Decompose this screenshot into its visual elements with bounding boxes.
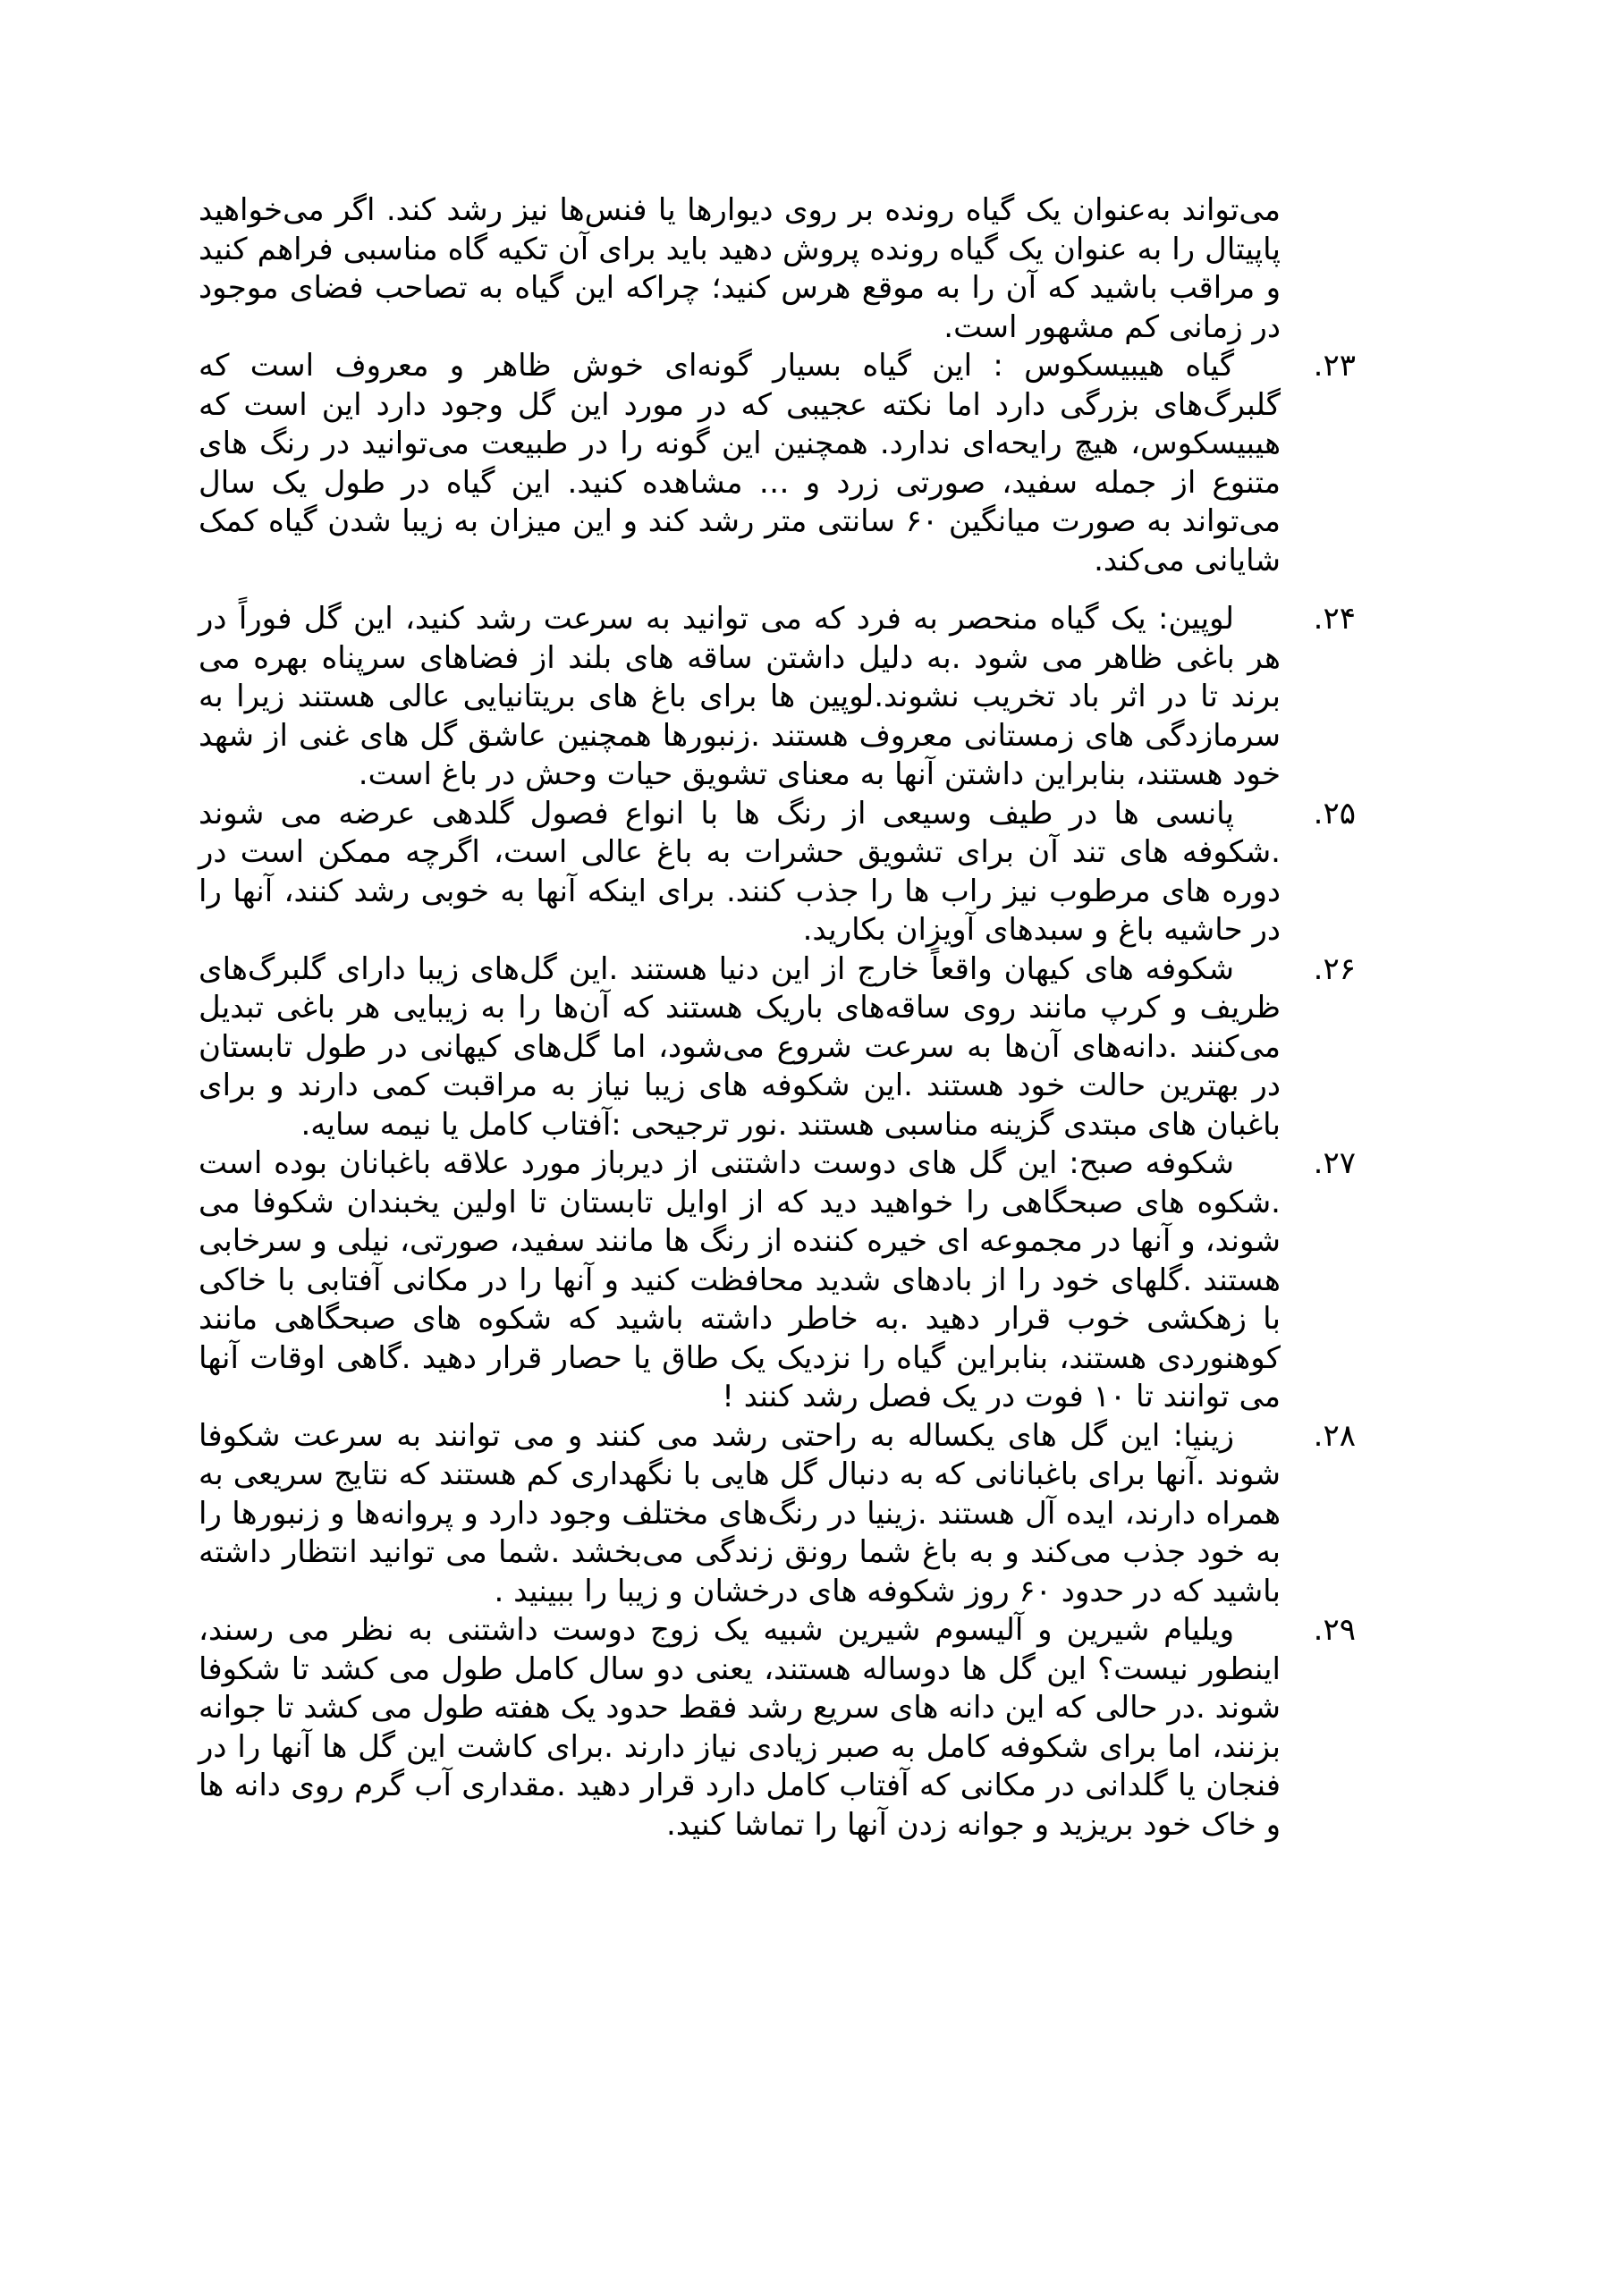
- item-number: ۲۴.: [1313, 601, 1356, 637]
- item-number: ۲۳.: [1313, 348, 1356, 384]
- item-number: ۲۶.: [1313, 950, 1356, 987]
- item-text: ویلیام شیرین و آلیسوم شیرین شبیه یک زوج دوست داشتنی به نظر می رسند، اینطور نیست؟ این گل ها دوساله هستند، یعنی دو سال کامل طول می کشد تا شکوفا شوند .در حالی که این دانه های سریع رشد فقط حدود یک هفته طول می کشد تا جوانه بزنند، اما برای شکوفه کامل به صبر زیادی نیاز دارند .برای کاشت این گل ها آنها را در فنجان یا گلدانی در مکانی که آفتاب کامل دارد قرار دهید .مقداری آب گرم روی دانه ها و خاک خود بریزید و جوانه زدن آنها را تماشا کنید.: [199, 1612, 1281, 1843]
- document-body: [199, 191, 1356, 1844]
- list-item-23: [199, 347, 1356, 580]
- list-item-27: [199, 1144, 1356, 1417]
- item-number: ۲۹.: [1313, 1612, 1356, 1648]
- list-item-26: [199, 950, 1356, 1145]
- item-text: شکوفه صبح: این گل های دوست داشتنی از دیرباز مورد علاقه باغبانان بوده است .شکوه های صبحگاهی را خواهید دید که از اوایل تابستان تا اولین یخبندان شکوفا می شوند، و آنها در مجموعه ای خیره کننده از رنگ ها مانند سفید، صورتی، نیلی و سرخابی هستند .گلهای خود را از بادهای شدید محافظت کنید و آنها را در مکانی آفتابی با خاکی با زهکشی خوب قرار دهید .به خاطر داشته باشید که شکوه های صبحگاهی مانند کوهنوردی هستند، بنابراین گیاه را نزدیک یک طاق یا حصار قرار دهید .گاهی اوقات آنها می توانند تا ۱۰ فوت در یک فصل رشد کنند !: [199, 1145, 1281, 1414]
- list-item-25: [199, 795, 1356, 950]
- item-text: گیاه هیبیسکوس : این گیاه بسیار گونه‌ای خوش ظاهر و معروف است که گلبرگ‌های بزرگی دارد اما نکته عجیبی که در مورد این گل وجود دارد این است که هیبیسکوس، هیچ رایحه‌ای ندارد. همچنین این گونه را در طبیعت می‌توانید در رنگ های متنوع از جمله سفید، صورتی زرد و … مشاهده کنید. این گیاه در طول یک سال می‌تواند به صورت میانگین ۶۰ سانتی متر رشد کند و این میزان به زیبا شدن گیاه کمک شایانی می‌کند.: [199, 348, 1281, 578]
- item-number: ۲۵.: [1313, 795, 1356, 831]
- list-item-29: [199, 1611, 1356, 1844]
- item-text: شکوفه های کیهان واقعاً خارج از این دنیا هستند .این گل‌های زیبا دارای گلبرگ‌های ظریف و کرپ مانند روی ساقه‌های باریک هستند که آن‌ها را به زیبایی هر باغی تبدیل می‌کنند .دانه‌های آن‌ها به سرعت شروع می‌شود، اما گل‌های کیهانی در طول تابستان در بهترین حالت خود هستند .این شکوفه های زیبا نیاز به مراقبت کمی دارند و برای باغبان های مبتدی گزینه مناسبی هستند .نور ترجیحی :آفتاب کامل یا نیمه سایه.: [199, 950, 1281, 1143]
- item-number: ۲۷.: [1313, 1145, 1356, 1181]
- list-item-24: [199, 600, 1356, 795]
- intro-paragraph: می‌تواند به‌عنوان یک گیاه رونده بر روی دیوارها یا فنس‌ها نیز رشد کند. اگر می‌خواهید پاپیتال را به عنوان یک گیاه رونده پروش دهید باید برای آن تکیه گاه مناسبی فراهم کنید و مراقب باشید که آن را به موقع هرس کنید؛ چراکه این گیاه به تصاحب فضای موجود در زمانی کم مشهور است.: [199, 192, 1281, 345]
- item-text: لوپین: یک گیاه منحصر به فرد که می توانید به سرعت رشد کنید، این گل فوراً در هر باغی ظاهر می شود .به دلیل داشتن ساقه های بلند از فضاهای سرپناه بهره می برند تا در اثر باد تخریب نشوند.لوپین ها برای باغ های بریتانیایی عالی هستند زیرا به سرمازدگی های زمستانی معروف هستند .زنبورها همچنین عاشق گل های غنی از شهد خود هستند، بنابراین داشتن آنها به معنای تشویق حیات وحش در باغ است.: [199, 601, 1281, 792]
- item-text: زینیا: این گل های یکساله به راحتی رشد می کنند و می توانند به سرعت شکوفا شوند .آنها برای باغبانانی که به دنبال گل هایی با نگهداری کم هستند که نتایج سریعی به همراه دارند، ایده آل هستند .زینیا در رنگ‌های مختلف وجود دارد و پروانه‌ها و زنبورها را به خود جذب می‌کند و به باغ شما رونق زندگی می‌بخشد .شما می توانید انتظار داشته باشید که در حدود ۶۰ روز شکوفه های درخشان و زیبا را ببینید .: [199, 1417, 1281, 1609]
- item-text: پانسی ها در طیف وسیعی از رنگ ها با انواع فصول گلدهی عرضه می شوند .شکوفه های تند آن برای تشویق حشرات به باغ عالی است، اگرچه ممکن است در دوره های مرطوب نیز راب ها را جذب کنند. برای اینکه آنها به خوبی رشد کنند، آنها را در حاشیه باغ و سبدهای آویزان بکارید.: [199, 795, 1281, 948]
- list-item-28: [199, 1417, 1356, 1612]
- item-number: ۲۸.: [1313, 1417, 1356, 1454]
